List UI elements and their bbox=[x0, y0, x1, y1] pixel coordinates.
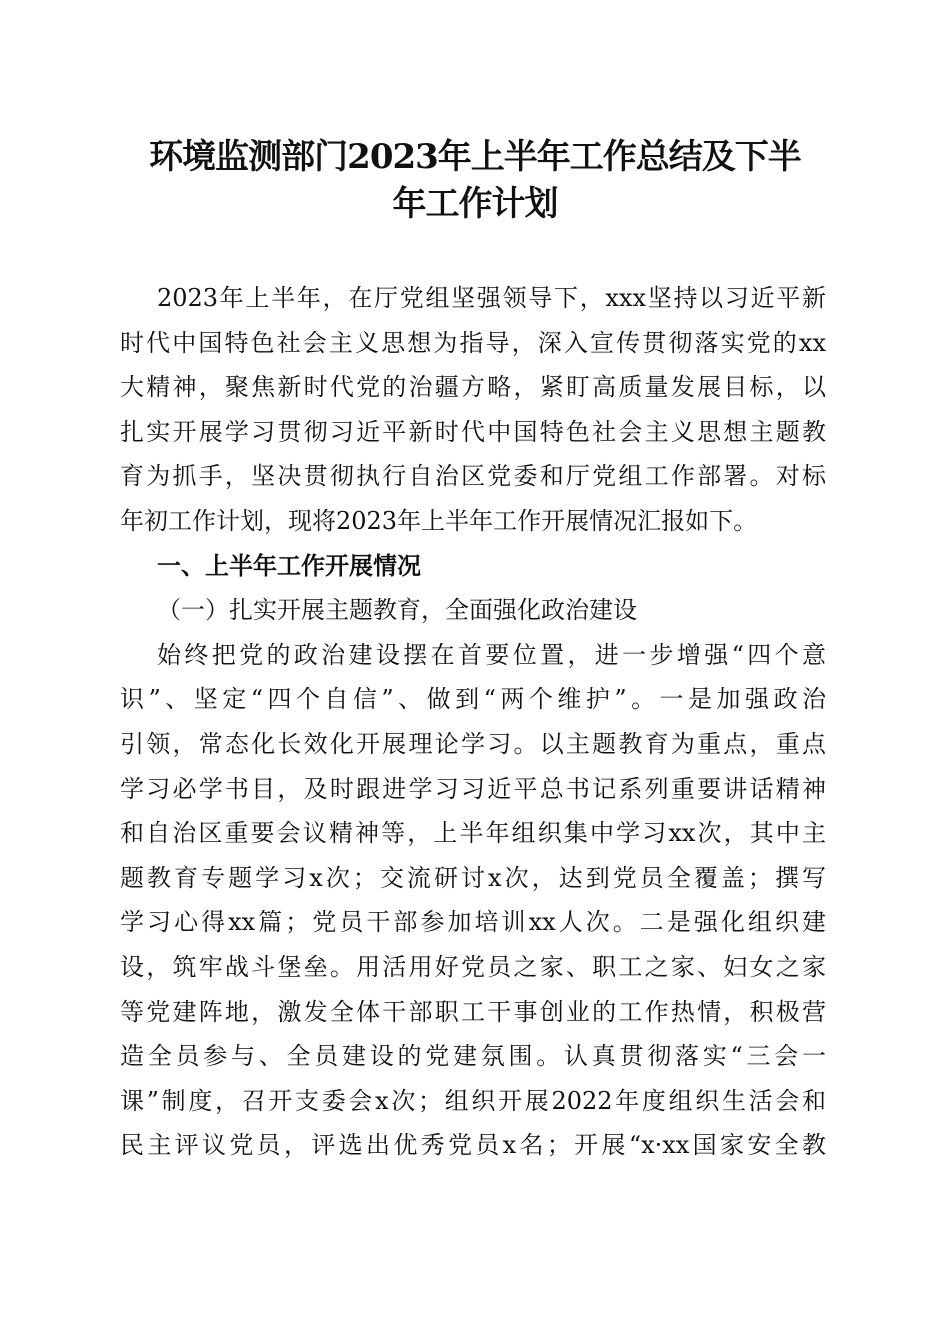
text-line: 年初工作计划，现将2023年上半年工作开展情况汇报如下。 bbox=[120, 506, 758, 535]
section-heading: 一、上半年工作开展情况 bbox=[157, 550, 421, 580]
text-line: 引领，常态化长效化开展理论学习。以主题教育为重点，重点 bbox=[120, 729, 826, 758]
subsection-heading: （一）扎实开展主题教育，全面强化政治建设 bbox=[157, 596, 637, 625]
text-line: 2023年上半年，在厅党组坚强领导下，xxx坚持以习近平新 bbox=[157, 284, 826, 312]
title-line-2: 年工作计划 bbox=[392, 184, 558, 224]
text-line: 题教育专题学习x次；交流研讨x次，达到党员全覆盖；撰写 bbox=[120, 863, 826, 892]
text-line: 育为抓手，坚决贯彻执行自治区党委和厅党组工作部署。对标 bbox=[120, 462, 826, 491]
text-line: 扎实开展学习贯彻习近平新时代中国特色社会主义思想主题教 bbox=[120, 417, 826, 446]
text-line: 学习心得xx篇；党员干部参加培训xx人次。二是强化组织建 bbox=[120, 908, 826, 937]
title-line-1: 环境监测部门2023年上半年工作总结及下半 bbox=[149, 137, 801, 177]
text-line: 课”制度，召开支委会x次；组织开展2022年度组织生活会和 bbox=[120, 1086, 826, 1115]
text-line: 时代中国特色社会主义思想为指导，深入宣传贯彻落实党的xx bbox=[120, 328, 826, 357]
text-line: 始终把党的政治建设摆在首要位置，进一步增强“四个意 bbox=[157, 640, 826, 669]
text-line: 设，筑牢战斗堡垒。用活用好党员之家、职工之家、妇女之家 bbox=[120, 952, 826, 981]
document-body bbox=[120, 276, 826, 1168]
document-title bbox=[100, 134, 850, 228]
text-line: 学习必学书目，及时跟进学习习近平总书记系列重要讲话精神 bbox=[120, 774, 826, 803]
text-line: 等党建阵地，激发全体干部职工干事创业的工作热情，积极营 bbox=[120, 997, 826, 1026]
text-line: 和自治区重要会议精神等，上半年组织集中学习xx次，其中主 bbox=[120, 819, 826, 848]
text-line: 造全员参与、全员建设的党建氛围。认真贯彻落实“三会一 bbox=[120, 1042, 826, 1071]
text-line: 民主评议党员，评选出优秀党员x名；开展“x·xx国家安全教 bbox=[120, 1131, 826, 1160]
text-line: 大精神，聚焦新时代党的治疆方略，紧盯高质量发展目标，以 bbox=[120, 373, 826, 402]
intro-paragraph bbox=[120, 276, 826, 544]
body-paragraph bbox=[120, 633, 826, 1168]
text-line: 识”、坚定“四个自信”、做到“两个维护”。一是加强政治 bbox=[120, 685, 826, 714]
